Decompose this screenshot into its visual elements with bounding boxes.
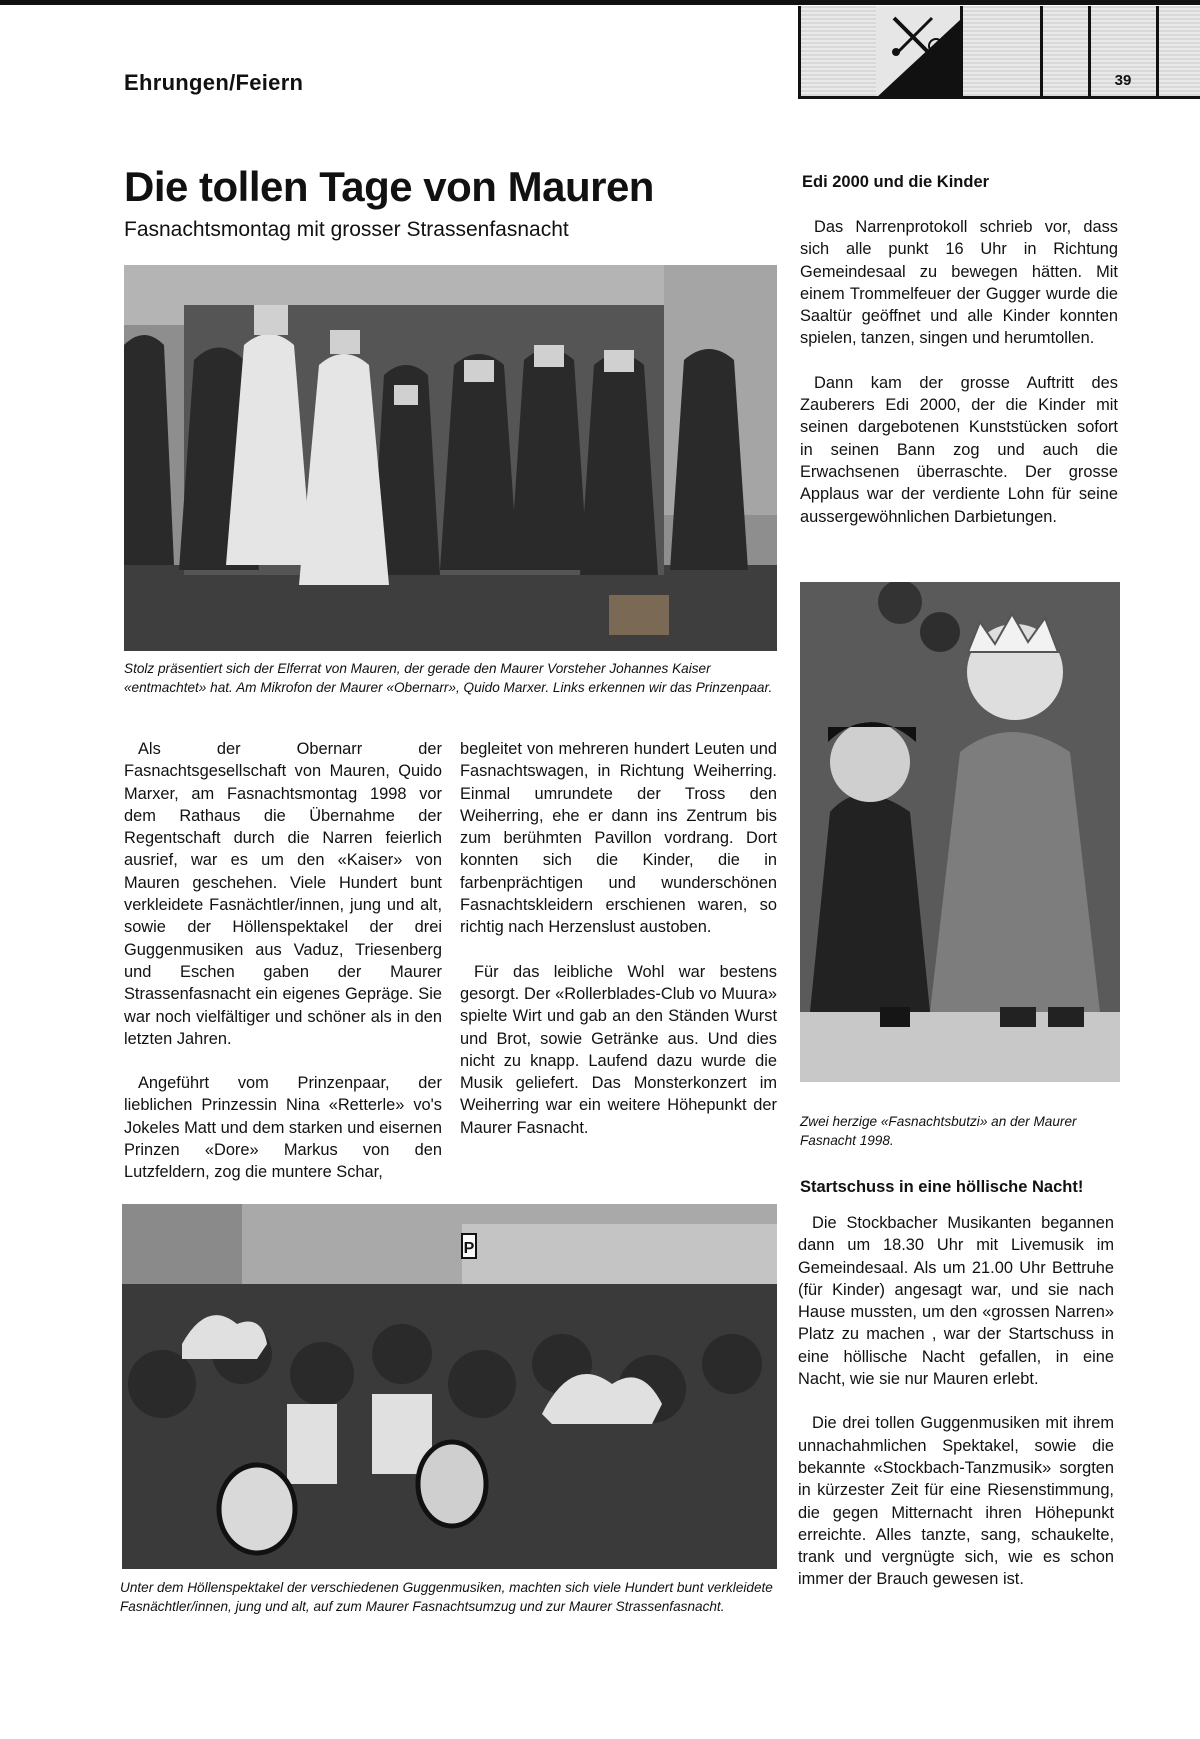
photo-fasnachtsbutzi-caption: Zwei herzige «Fasnachtsbutzi» an der Maurer Fasnacht 1998. [800,1114,1077,1148]
section-label: Ehrungen/Feiern [124,70,304,95]
paragraph: Als der Obernarr der Fasnachtsgesellschaft von Mauren, Quido Marxer, am Fasnachtsmontag 1998 vor dem Rathaus die Übernahme der Regentschaft durch die Narren feierlich ausrief, war es um den «Kaiser» von Mauren geschehen. Viele Hundert bunt verkleidete Fasnächtler/innen, jung und alt, sowie der Höllenspektakel der drei Guggenmusiken aus Vaduz, Triesenberg und Eschen gaben der Maurer Strassenfasnacht ein eigenes Gepräge. Sie war noch vielfältiger und schöner als in den letzten Jahren. [124,740,442,1048]
photo-elferrat [124,265,777,651]
header-cell [798,6,877,98]
paragraph: Die Stockbacher Musikanten begannen dann um 18.30 Uhr mit Livemusik im Gemeindesaal. Als um 21.00 Uhr Bettruhe (für Kinder) angesagt war, und sie nach Hause mussten, um den «grossen Narren» Platz zu machen , war der Startschuss in eine höllische Nacht gefallen, in eine Nacht, wie sie nur Mauren erlebt. [798,1214,1114,1389]
article-column-3 [800,216,1118,528]
photo-guggenmusik-parade [122,1204,777,1569]
paragraph: Dann kam der grosse Auftritt des Zauberers Edi 2000, der die Kinder mit seinen dargebotenen Kunststücken sofort in seinen Bann zog und auch die Erwachsenen überraschte. Der grosse Applaus war der verdiente Lohn für seine aussergewöhnlichen Darbietungen. [800,373,1118,526]
photo-fasnachtsbutzi [800,582,1120,1082]
article-subtitle: Fasnachtsmontag mit grosser Strassenfasnacht [124,218,569,241]
article-column-3b [798,1212,1114,1591]
paragraph: Die drei tollen Guggenmusiken mit ihrem unnachahmlichen Spektakel, sowie die bekannte «Stockbach-Tanzmusik» sorgten in kürzester Zeit für eine Riesenstimmung, die gegen Mitternacht ihren Höhepunkt erreichte. Alles tanzte, sang, schaukelte, trank und vergnügte sich, wie es schon immer der Brauch gewesen ist. [798,1414,1114,1589]
page-number: 39 [1114,72,1132,89]
paragraph: Für das leibliche Wohl war bestens gesorgt. Der «Rollerblades-Club vo Muura» spielte Wirt und gab an den Ständen Wurst und Brot, sowie Getränke aus. Und dies nicht zu knapp. Laufend dazu wurde die Musik geliefert. Das Monsterkonzert im Weiherring war ein weitere Höhepunkt der Maurer Fasnacht. [460,962,777,1137]
crest-emblem-icon [876,6,960,98]
paragraph: begleitet von mehreren hundert Leuten und Fasnachtswagen, in Richtung Weiherring. Einmal umrundete der Tross den Weiherring, ehe er dann ins Zentrum bis zum berühmten Pavillon vordrang. Dort konnten sich die Kinder, die in farbenprächtigen und wunderschönen Fasnachtskleidern erschienen waren, so richtig nach Herzenslust austoben. [460,740,777,937]
header-band [798,6,1200,98]
photo-guggenmusik-caption: Unter dem Höllenspektakel der verschiedenen Guggenmusiken, machten sich viele Hundert bunt verkleidete Fasnächtler/innen, jung und alt, auf zum Maurer Fasnachtsumzug und zur Maurer Strassenfasnacht. [120,1580,773,1614]
header-cell [1040,6,1091,98]
header-rule [798,96,1200,99]
parking-sign-label: P [463,1240,475,1257]
header-cell [960,6,1043,98]
article-column-2 [460,738,777,1139]
top-border [0,0,1200,5]
article-column-1 [124,738,442,1184]
article-title: Die tollen Tage von Mauren [124,163,654,210]
section-heading: Startschuss in eine höllische Nacht! [800,1178,1084,1196]
photo-elferrat-caption: Stolz präsentiert sich der Elferrat von Mauren, der gerade den Maurer Vorsteher Johannes Kaiser «entmachtet» hat. Am Mikrofon der Maurer «Obernarr», Quido Marxer. Links erkennen wir das Prinzenpaar. [124,661,773,695]
section-heading: Edi 2000 und die Kinder [802,173,990,191]
paragraph: Angeführt vom Prinzenpaar, der lieblichen Prinzessin Nina «Retterle» vo's Jokeles Matt und dem starken und eisernen Prinzen «Dore» Markus von den Lutzfeldern, zog die muntere Schar, [124,1074,442,1182]
paragraph: Das Narrenprotokoll schrieb vor, dass sich alle punkt 16 Uhr in Richtung Gemeindesaal zu bewegen hätten. Mit einem Trommelfeuer der Gugger wurde die Saaltür geöffnet und alle Kinder konnten spielen, tanzen, singen und herumtollen. [800,218,1118,348]
header-cell [1156,6,1200,98]
